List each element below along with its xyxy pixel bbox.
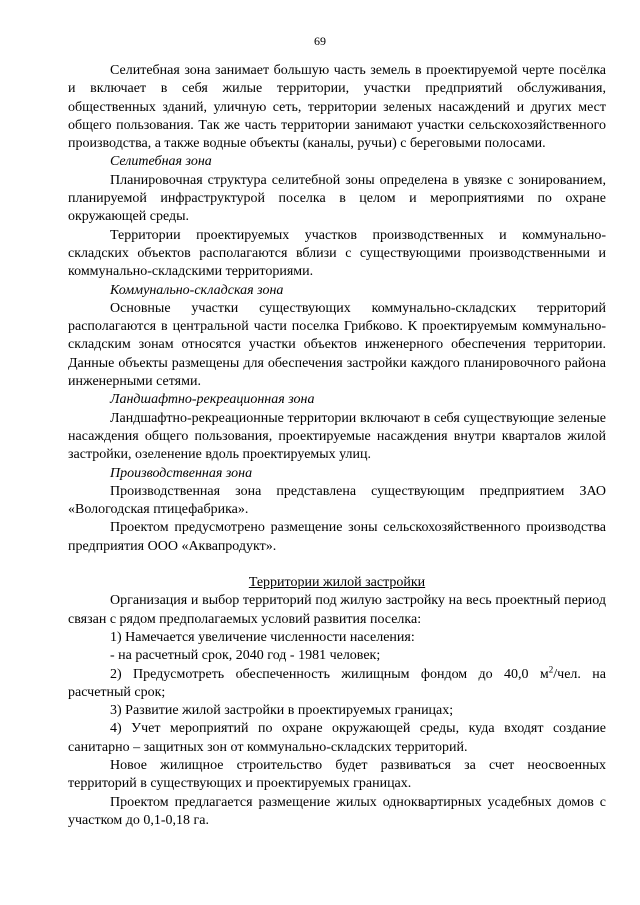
residential-territories-paragraph-1: Организация и выбор территорий под жилую застройку на весь проектный период связан с рядом предполагаемых условий развития поселка:: [68, 593, 606, 627]
section-heading-industrial-zone: Производственная зона: [110, 465, 253, 481]
page-number: 69: [314, 34, 326, 48]
landscape-recreation-zone-paragraph: Ландшафтно-рекреационные территории включают в себя существующие зеленые насаждения общего пользования, проектируемые насаждения внутри кварталов жилой застройки, озеленение вдоль проектируемых улиц.: [68, 410, 606, 463]
industrial-zone-paragraph-2: Проектом предусмотрено размещение зоны сельскохозяйственного производства предприятия ООО «Аквапродукт».: [68, 520, 606, 554]
intro-paragraph: Селитебная зона занимает большую часть земель в проектируемой черте посёлка и включает в себя жилые территории, участки предприятий обслуживания, общественных зданий, уличную сеть, территории зеленых насаждений и других мест общего пользования. Так же часть территории занимают участки сельскохозяйственного производства, а также водные объекты (каналы, ручьи) с береговыми полосами.: [68, 63, 606, 152]
communal-storage-zone-paragraph: Основные участки существующих коммунально-складских территорий располагаются в центральной части поселка Грибково. К проектируемым коммунально-складским зонам относятся участки объектов инженерного обеспечения территории. Данные объекты размещены для обеспечения застройки каждого планировочного района инженерными сетями.: [68, 300, 606, 390]
page-content: [68, 62, 606, 830]
residential-zone-paragraph-1: Планировочная структура селитебной зоны определена в увязке с зонированием, планируемой инфраструктурой поселка в целом и мероприятиями по охране окружающей среды.: [68, 172, 606, 225]
list-item-2-text-b: /чел. на расчетный срок;: [68, 666, 606, 700]
section-heading-communal-storage-zone: Коммунально-складская зона: [110, 282, 284, 298]
section-title-residential-territories: Территории жилой застройки: [248, 575, 426, 591]
list-item-2-superscript: 2: [548, 663, 554, 674]
list-item-4: 4) Учет мероприятий по охране окружающей среды, куда входят создание санитарно – защитных зон от коммунально-складских территорий.: [68, 721, 606, 755]
list-item-1: 1) Намечается увеличение численности населения:: [110, 629, 415, 645]
list-item-2: [68, 663, 606, 703]
industrial-zone-paragraph-1: Производственная зона представлена существующим предприятием ЗАО «Вологодская птицефабрика».: [68, 483, 606, 518]
list-item-3: 3) Развитие жилой застройки в проектируемых границах;: [110, 703, 454, 719]
residential-territories-paragraph-2: Новое жилищное строительство будет развиваться за счет неосвоенных территорий в существующих и проектируемых границах.: [68, 757, 606, 792]
section-heading-residential-zone: Селитебная зона: [110, 154, 212, 170]
section-heading-landscape-recreation-zone: Ландшафтно-рекреационная зона: [110, 392, 315, 408]
list-item-2-text-a: 2) Предусмотреть обеспеченность жилищным фондом до 40,0 м: [110, 666, 549, 682]
list-item-1-detail: - на расчетный срок, 2040 год - 1981 человек;: [110, 648, 381, 664]
residential-zone-paragraph-2: Территории проектируемых участков производственных и коммунально-складских объектов располагаются вблизи с существующими производственными и коммунально-складскими территориями.: [68, 227, 606, 280]
residential-territories-paragraph-3: Проектом предлагается размещение жилых одноквартирных усадебных домов с участком до 0,1-0,18 га.: [68, 794, 606, 828]
